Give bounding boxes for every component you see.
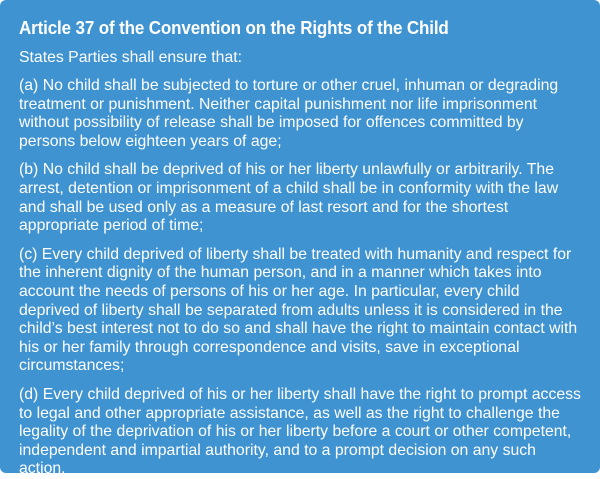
paragraph-c: (c) Every child deprived of liberty shall be treated with humanity and respect for the inherent dignity of the human person, and in a manner which takes into account the needs of persons of his or her age. In particular, every child deprived of liberty shall be separated from adults unless it is considered in the child’s best interest not to do so and shall have the right to maintain contact with his or her family through correspondence and visits, save in exceptional circumstances; xyxy=(19,245,578,375)
paragraph-a: (a) No child shall be subjected to torture or other cruel, inhuman or degrading treatment or punishment. Neither capital punishment nor life imprisonment without possibility of release shall be imposed for offences committed by persons below eighteen years of age; xyxy=(19,77,559,150)
article-title: Article 37 of the Convention on the Rights of the Child xyxy=(19,17,449,38)
paragraph-b: (b) No child shall be deprived of his or her liberty unlawfully or arbitrarily. The arrest, detention or imprisonment of a child shall be in conformity with the law and shall be used only as a measure of last resort and for the shortest appropriate period of time; xyxy=(19,161,559,235)
paragraph-d: (d) Every child deprived of his or her liberty shall have the right to prompt access to legal and other appropriate assistance, as well as the right to challenge the legality of the deprivation of his or her liberty before a court or other competent, independent and impartial authority, and to a prompt decision on any such action. xyxy=(19,385,581,478)
article-intro: States Parties shall ensure that: xyxy=(19,49,243,66)
